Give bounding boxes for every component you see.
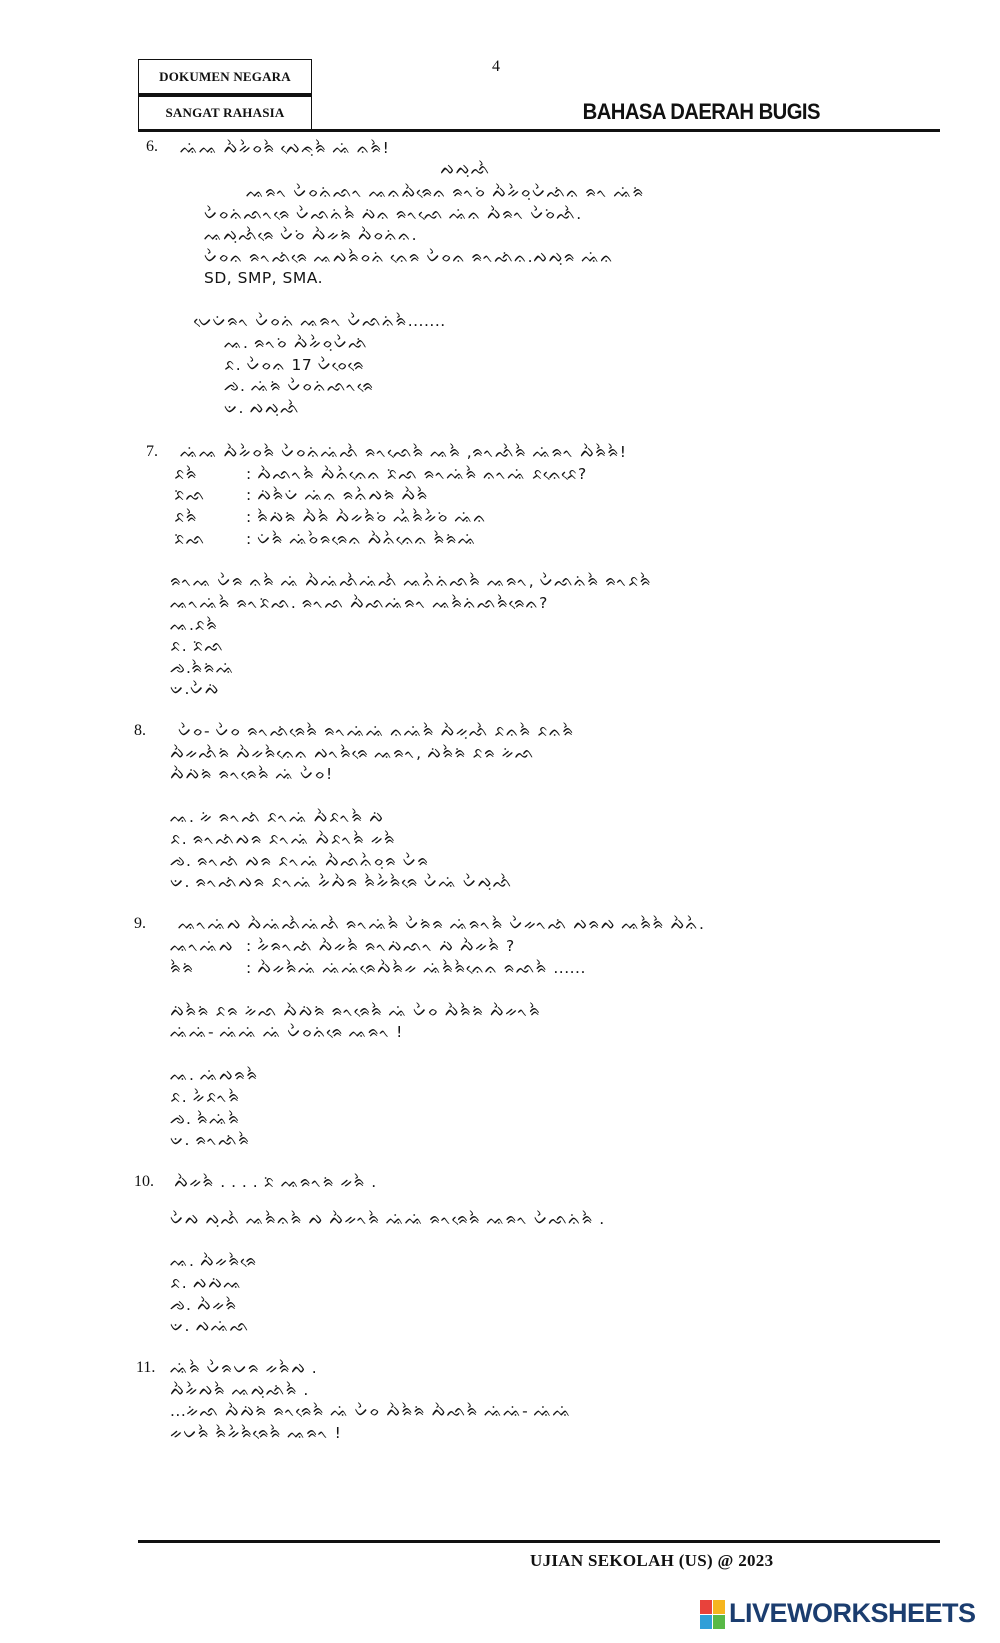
q9-option-a[interactable]: ᨕ. ᨕᨗᨄᨑᨑᨛ bbox=[170, 1066, 259, 1084]
q11-line: ᨄᨛᨀᨛᨄᨑᨛ ᨕᨄᨘᨒᨗᨑᨛ . bbox=[170, 1381, 309, 1399]
q7-option-c[interactable]: ᨌ.ᨑᨛᨑᨗᨕᨗ bbox=[170, 659, 235, 677]
q9-option-c[interactable]: ᨌ. ᨑᨛᨕᨗᨑᨛ bbox=[170, 1110, 241, 1128]
q11-number: 11. bbox=[136, 1359, 156, 1376]
footer-text: UJIAN SEKOLAH (US) @ 2023 bbox=[530, 1551, 774, 1570]
q11-line: ᨕᨗᨑᨛ ᨆᨛᨑᨆᨑ ᨀᨑᨛᨄ . bbox=[170, 1359, 318, 1377]
q10-option-a[interactable]: ᨕ. ᨄᨛᨀᨑᨛᨑᨙ bbox=[170, 1252, 258, 1270]
q8-option-d[interactable]: ᨉ. ᨑᨚᨒᨗᨄᨑ ᨅᨚᨕᨗ ᨀᨛᨄᨛᨑ ᨑᨛᨀᨛᨑᨛᨑᨙ ᨆᨛᨕᨗ ᨆᨛᨄᨘᨒᨛ bbox=[170, 873, 513, 891]
header-divider bbox=[138, 129, 940, 132]
q9-number: 9. bbox=[134, 915, 146, 932]
q9-option-b[interactable]: ᨅ. ᨀᨛᨅᨚᨑᨛ bbox=[170, 1088, 241, 1106]
q9-dialog-text: : ᨄᨛᨀᨑᨛᨕᨗ ᨕᨗᨕᨗᨑᨙᨄᨛᨑᨛᨀ ᨕᨗᨑᨛᨑᨛᨊᨙᨊ ᨑᨒᨑᨛ ...... bbox=[246, 959, 586, 977]
q7-option-a[interactable]: ᨕ.ᨅᨑᨛ bbox=[170, 616, 219, 634]
q9-dialog-text: : ᨀᨛᨑᨚᨒᨗ ᨄᨛᨀᨑᨛ ᨑᨚᨄᨗᨒᨚ ᨄᨗ ᨄᨛᨀᨑᨛ ? bbox=[246, 937, 515, 955]
q7-option-b[interactable]: ᨅ. ᨅᨗᨒ bbox=[170, 637, 225, 655]
page-number: 4 bbox=[492, 58, 500, 75]
q6-option-b[interactable]: ᨅ. ᨆᨛᨔᨊ 17 ᨆᨛᨔᨙᨑᨙ bbox=[224, 356, 365, 374]
header-label-bottom: SANGAT RAHASIA bbox=[138, 96, 312, 130]
q6-instruction: ᨕᨗᨕ ᨄᨛᨀᨛᨔᨑᨛ ᨄᨙᨃᨘᨑᨛ ᨕᨗ ᨊᨑᨛ! bbox=[180, 139, 390, 157]
q7-dialog-text: : ᨑᨛᨄᨗᨑᨗ ᨄᨛᨑᨛ ᨄᨛᨀᨑᨛᨔᨗ ᨕᨛᨑᨛᨀᨛᨔᨗ ᨕᨗᨊ bbox=[246, 508, 487, 526]
q10-header: ᨄᨛᨀᨑᨛ . . . . ᨅᨗ ᨕᨑᨚᨑᨗ ᨀᨑᨛ . bbox=[174, 1173, 377, 1191]
q7-question-line: ᨑᨚᨕ ᨆᨛᨑ ᨊᨑᨛ ᨕᨗ ᨄᨛᨕᨗᨒᨛᨕᨗᨒᨛ ᨕᨊᨛᨊᨗᨒᨑᨛ ᨕᨑᨚ, ᨆᨛᨒᨊᨗᨑᨛ ᨑᨚᨅᨑᨛ bbox=[170, 572, 653, 590]
q9-dialog-speaker: ᨕᨚᨕᨗᨄ bbox=[170, 937, 234, 955]
q6-text-line: ᨕᨄᨘᨒᨛᨑᨙ ᨆᨛᨔᨗ ᨄᨛᨀᨑᨗ ᨄᨛᨔᨊᨗᨊ. bbox=[204, 226, 418, 244]
q6-text-line: ᨕᨑᨚ ᨆᨛᨔᨊᨗᨒᨚ ᨕᨊᨁᨛᨑᨙᨊ ᨑᨚᨔᨗ ᨄᨛᨀᨛᨔᨘᨆᨛᨒᨗᨊ ᨑᨚ ᨕᨗᨑᨗ bbox=[246, 183, 645, 201]
q7-option-d[interactable]: ᨉ.ᨆᨛᨄᨗ bbox=[170, 680, 220, 698]
q10-option-c[interactable]: ᨌ. ᨄᨛᨀᨑᨛ bbox=[170, 1296, 238, 1314]
q6-option-c[interactable]: ᨌ. ᨕᨗᨑᨗ ᨆᨛᨔᨊᨗᨒᨚᨑᨙ bbox=[224, 377, 375, 395]
q8-option-b[interactable]: ᨅ. ᨑᨚᨒᨗᨄᨑ ᨅᨚᨕᨗ ᨄᨛᨅᨚᨑᨛ ᨀᨑᨛ bbox=[170, 830, 397, 848]
q10-option-b[interactable]: ᨅ. ᨄᨄᨗᨕ bbox=[170, 1274, 243, 1292]
q11-line: ᨀᨆᨑᨛ ᨑᨛᨀᨛᨑᨛᨑᨙᨑᨛ ᨕᨑᨚ ! bbox=[170, 1424, 342, 1442]
q6-option-d[interactable]: ᨉ. ᨄᨄᨘᨒᨛ bbox=[224, 399, 300, 417]
liveworksheets-logo[interactable] bbox=[700, 1598, 976, 1629]
q6-text-line: ᨆᨛᨔᨊᨗᨒᨚᨑᨙ ᨆᨛᨒᨊᨗᨑᨛ ᨄᨗᨊ ᨑᨚᨒᨙ ᨕᨗᨊ ᨄᨛᨑᨚ ᨆᨛᨔᨗᨒᨛ. bbox=[204, 205, 582, 223]
q10-question: ᨆᨛᨄ ᨄᨘᨒᨛ ᨕᨑᨛᨊᨑᨛ ᨄ ᨄᨛᨀᨚᨑᨛ ᨕᨗᨕᨗ ᨑᨚᨑᨙᨑᨛ ᨕᨑᨚ ᨆᨛᨒᨊᨗᨑᨛ . bbox=[170, 1210, 605, 1228]
q8-option-c[interactable]: ᨌ. ᨑᨚᨒᨗ ᨄᨑ ᨅᨚᨕᨗ ᨄᨛᨒᨊᨛᨔᨘᨑ ᨆᨛᨑ bbox=[170, 852, 430, 870]
q7-dialog-speaker: ᨅᨑᨛ bbox=[174, 508, 199, 526]
q9-question-line: ᨕᨗᨕᨗ- ᨕᨗᨕᨗ ᨕᨗ ᨆᨛᨔᨊᨗᨑᨙ ᨕᨑᨚ ! bbox=[170, 1023, 403, 1041]
q6-option-a[interactable]: ᨕ. ᨑᨚᨔᨗ ᨄᨛᨀᨛᨔᨘᨆᨛᨒᨗ bbox=[224, 334, 369, 352]
subject-title: BAHASA DAERAH BUGIS bbox=[582, 99, 820, 124]
brand-name: LIVEWORKSHEETS bbox=[729, 1598, 976, 1628]
q11-line: ...ᨀᨗᨒ ᨄᨛᨄᨗᨑᨗ ᨑᨚᨑᨙᨑᨛ ᨕᨗ ᨆᨛᨔ ᨄᨛᨑᨛᨑᨗ ᨄᨛᨒᨑᨛ ᨕᨗᨕᨗ- ᨕᨗᨕᨗ bbox=[170, 1402, 572, 1420]
q6-text-line: SD, SMP, SMA. bbox=[204, 269, 324, 287]
q8-number: 8. bbox=[134, 722, 146, 739]
q7-number: 7. bbox=[146, 443, 158, 460]
q7-instruction: ᨕᨗᨕ ᨄᨛᨀᨛᨔᨑᨛ ᨆᨛᨔᨊᨗᨕᨗᨒᨛ ᨑᨚᨒᨙᨑᨛ ᨕᨑᨛ ,ᨑᨚᨒᨛᨑᨛ ᨕᨗᨑᨚ ᨄᨛᨑᨛᨑᨛ! bbox=[180, 443, 627, 461]
q6-question: ᨆᨙᨆᨗᨑᨚ ᨆᨛᨔᨊᨗ ᨕᨑᨚ ᨆᨛᨒᨊᨗᨑᨛ....... bbox=[194, 312, 446, 330]
q8-option-a[interactable]: ᨕ. ᨀᨗ ᨑᨚᨒᨗ ᨅᨚᨕᨗ ᨄᨛᨅᨚᨑᨛ ᨄᨗ bbox=[170, 808, 385, 826]
q8-instruction-line: ᨄᨛᨄᨗᨑᨗ ᨑᨚᨑᨙᨑᨛ ᨕᨗ ᨆᨛᨔ! bbox=[170, 765, 333, 783]
q7-dialog-text: : ᨆᨗᨑᨛ ᨕᨗᨔᨛᨑᨑᨙᨊ ᨄᨛᨊᨛᨊᨙᨊ ᨑᨛᨑᨗᨕᨗ bbox=[246, 530, 477, 548]
q9-instruction: ᨕᨚᨕᨗᨄ ᨄᨛᨕᨗᨒᨛᨕᨗᨒᨛ ᨑᨚᨕᨗᨑᨛ ᨆᨛᨑᨗᨑ ᨕᨗᨑᨚᨑᨛ ᨆᨛᨀᨚᨒᨗ ᨄᨑᨄ ᨕᨑᨛᨑᨛ ᨄᨛᨊᨛ. bbox=[178, 915, 705, 933]
q6-number: 6. bbox=[146, 138, 158, 155]
q6-text-line: ᨆᨛᨔᨊ ᨑᨚᨒᨗᨑᨙ ᨕᨄᨑᨛᨔᨊᨗ ᨊᨙᨑ ᨆᨛᨔᨊ ᨑᨚᨒᨗᨊ.ᨄᨄᨘᨑ ᨕᨗᨊ bbox=[204, 248, 614, 266]
q9-option-d[interactable]: ᨉ. ᨑᨚᨒᨗᨑᨛ bbox=[170, 1131, 251, 1149]
q7-dialog-speaker: ᨅᨑᨛ bbox=[174, 465, 199, 483]
q7-dialog-text: : ᨄᨗᨑᨛᨆᨗ ᨕᨗᨊ ᨑᨊᨛᨄᨑᨗ ᨄᨛᨑᨛ bbox=[246, 486, 429, 504]
q8-instruction-line: ᨄᨛᨀᨒᨛᨑᨗ ᨄᨛᨀᨑᨛᨊᨙᨊ ᨄᨚᨑᨛᨑᨙ ᨕᨑᨚ, ᨄᨗᨑᨛᨑᨗ ᨅᨑ ᨀᨗᨒ bbox=[170, 744, 535, 762]
footer-divider bbox=[138, 1540, 940, 1543]
header-label-top: DOKUMEN NEGARA bbox=[138, 59, 312, 96]
q9-dialog-speaker: ᨑᨛᨑᨗ bbox=[170, 959, 195, 977]
q6-text-title: ᨄᨄᨘᨒᨛ bbox=[440, 160, 491, 178]
q9-question-line: ᨄᨗᨑᨛᨑᨗ ᨅᨑ ᨀᨗᨒ ᨄᨛᨄᨗᨑᨗ ᨑᨚᨑᨙᨑᨛ ᨕᨗ ᨆᨛᨔ ᨄᨛᨑᨛᨑᨗ ᨄᨛᨀᨚᨑᨛ bbox=[170, 1002, 542, 1020]
q10-option-d[interactable]: ᨉ. ᨄᨕᨗᨒ bbox=[170, 1317, 250, 1335]
q7-question-line: ᨕᨚᨕᨗᨑᨛ ᨑᨚᨅᨗᨒ. ᨑᨚᨒ ᨄᨛᨒᨕᨗᨑᨚ ᨕᨑᨛᨊᨗᨒᨑᨛᨑᨙᨊ? bbox=[170, 594, 548, 612]
q7-dialog-speaker: ᨅᨗᨒ bbox=[174, 530, 206, 548]
q7-dialog-text: : ᨄᨛᨒᨚᨑᨛ ᨄᨛᨊᨛᨊᨙᨊ ᨅᨗᨒ ᨑᨚᨕᨗᨑᨛ ᨊᨚᨕᨗ ᨅᨊᨙᨅᨙ? bbox=[246, 465, 587, 483]
q8-instruction-line: ᨆᨛᨔ- ᨆᨛᨔ ᨑᨚᨒᨗᨑᨙᨑᨛ ᨑᨚᨕᨗᨕᨗ ᨊᨕᨗᨑᨛ ᨄᨛᨀᨘᨒᨛ ᨅᨊᨑᨛ ᨅᨊᨑᨛ bbox=[178, 722, 575, 740]
q7-dialog-speaker: ᨅᨗᨒ bbox=[174, 486, 206, 504]
liveworksheets-icon bbox=[700, 1600, 724, 1628]
q10-number: 10. bbox=[134, 1173, 154, 1190]
